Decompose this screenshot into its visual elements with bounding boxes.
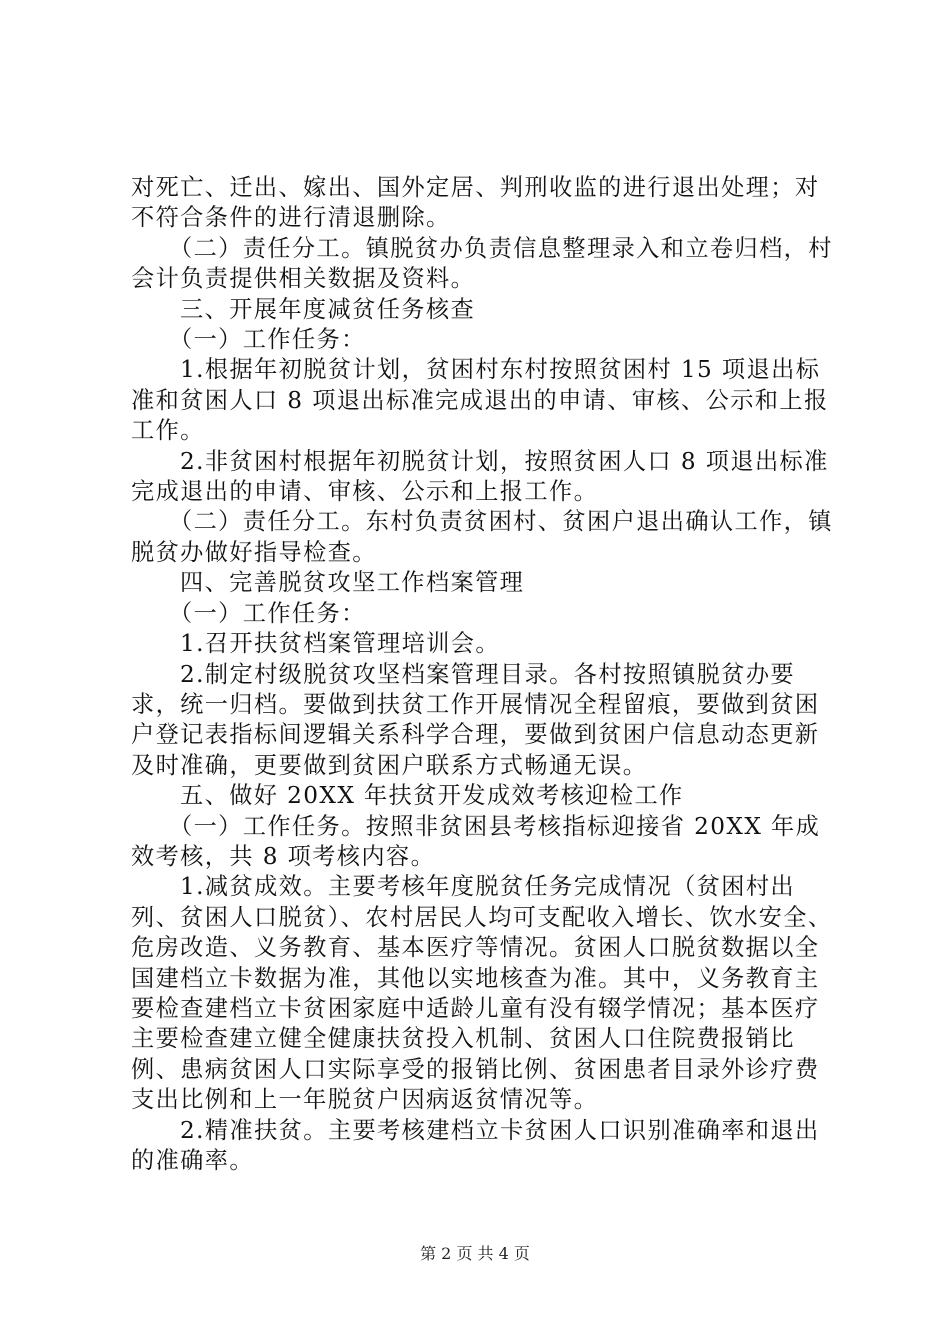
paragraph: （二）责任分工。镇脱贫办负责信息整理录入和立卷归档，村会计负责提供相关数据及资料。 [131, 234, 833, 293]
paragraph: 对死亡、迁出、嫁出、国外定居、判刑收监的进行退出处理；对不符合条件的进行清退删除。 [131, 174, 820, 232]
list-item: 1.减贫成效。主要考核年度脱贫任务完成情况（贫困村出列、贫困人口脱贫）、农村居民人均可支配收入增长、饮水安全、危房改造、义务教育、基本医疗等情况。贫困人口脱贫数据以全国建档立卡数据为准，其他以实地核查为准。其中，义务教育主要检查建档立卡贫困家庭中适龄儿童有没有辍学情况；基本医疗主要检查建立健全健康扶贫投入机制、贫困人口住院费报销比例、患病贫困人口实际享受的报销比例、贫困患者目录外诊疗费支出比例和上一年脱贫户因病返贫情况等。 [131, 873, 833, 1114]
section-heading: 五、做好 20XX 年扶贫开发成效考核迎检工作 [180, 782, 684, 810]
paragraph: （二）责任分工。东村负责贫困村、贫困户退出确认工作，镇脱贫办做好指导检查。 [131, 508, 833, 566]
paragraph: （一）工作任务。按照非贫困县考核指标迎接省 20XX 年成效考核，共 8 项考核内容。 [131, 812, 821, 870]
page-footer [0, 1244, 950, 1264]
section-heading: 四、完善脱贫攻坚工作档案管理 [180, 569, 525, 597]
list-item: 1.根据年初脱贫计划，贫困村东村按照贫困村 15 项退出标准和贫困人口 8 项退出标准完成退出的申请、审核、公示和上报工作。 [131, 356, 829, 445]
section-heading: 三、开展年度减贫任务核查 [180, 295, 476, 323]
list-item: 2.非贫困村根据年初脱贫计划，按照贫困人口 8 项退出标准完成退出的申请、审核、公示和上报工作。 [131, 447, 829, 506]
subsection-heading: （一）工作任务： [169, 599, 366, 627]
list-item: 1.召开扶贫档案管理培训会。 [180, 630, 500, 658]
subsection-heading: （一）工作任务： [169, 326, 366, 354]
list-item: 2.制定村级脱贫攻坚档案管理目录。各村按照镇脱贫办要求，统一归档。要做到扶贫工作开展情况全程留痕，要做到贫困户登记表指标间逻辑关系科学合理，要做到贫困户信息动态更新及时准确，更要做到贫困户联系方式畅通无误。 [131, 660, 820, 779]
page-number-label: 第 2 页 共 4 页 [420, 1244, 530, 1263]
document-body [131, 173, 843, 1176]
list-item: 2.精准扶贫。主要考核建档立卡贫困人口识别准确率和退出的准确率。 [131, 1116, 820, 1174]
